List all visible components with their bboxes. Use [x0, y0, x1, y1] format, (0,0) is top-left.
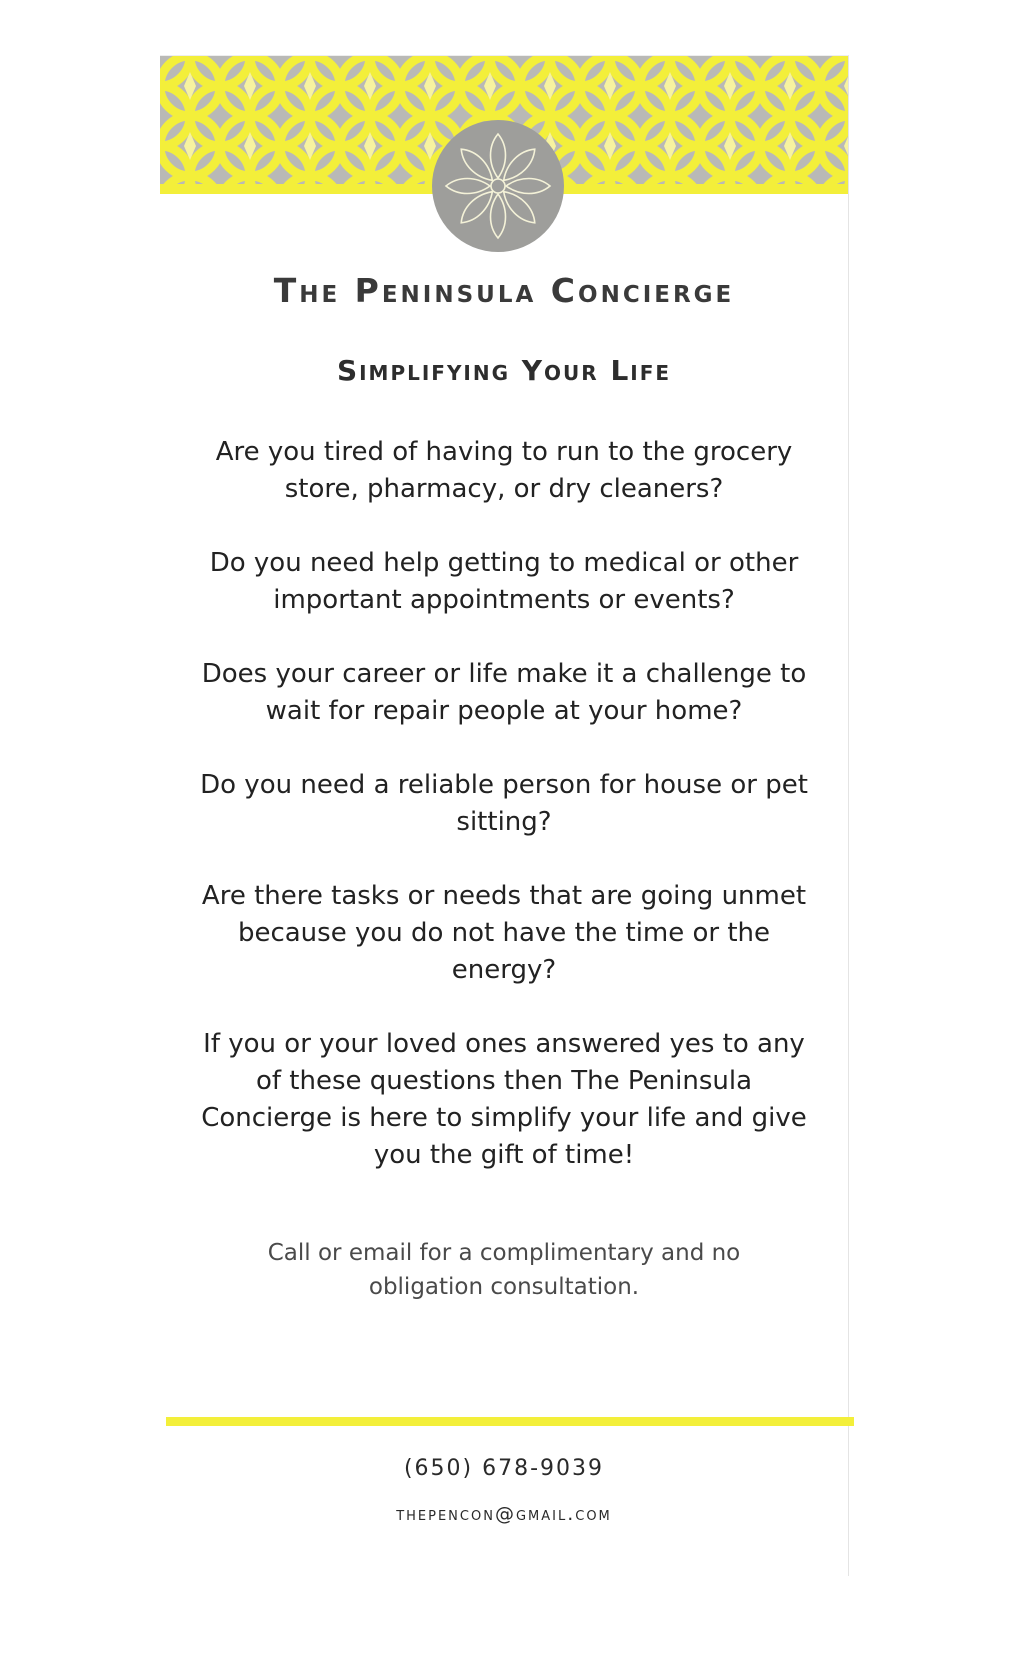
tagline: Simplifying Your Life: [336, 354, 672, 387]
flower-icon: [431, 119, 565, 253]
question-list: [160, 434, 848, 1211]
flyer-card: [160, 55, 849, 1576]
brand-title: The Peninsula Concierge: [273, 271, 735, 310]
question-item: Do you need a reliable person for house or pet sitting?: [200, 770, 808, 837]
yellow-divider: [166, 1417, 854, 1426]
consultation-cta: Call or email for a complimentary and no obligation consultation.: [267, 1240, 741, 1300]
email-address: thepencon@gmail.com: [396, 1503, 612, 1525]
phone-number: (650) 678-9039: [403, 1456, 605, 1481]
question-item: Are you tired of having to run to the grocery store, pharmacy, or dry cleaners?: [215, 437, 793, 504]
question-item: Does your career or life make it a challenge to wait for repair people at your home?: [201, 659, 807, 726]
question-item: Do you need help getting to medical or other important appointments or events?: [209, 548, 799, 615]
question-item: Are there tasks or needs that are going unmet because you do not have the time or the energy?: [201, 881, 807, 985]
closing-statement: If you or your loved ones answered yes to any of these questions then The Peninsula Concierge is here to simplify your life and give you the gift of time!: [201, 1029, 807, 1170]
